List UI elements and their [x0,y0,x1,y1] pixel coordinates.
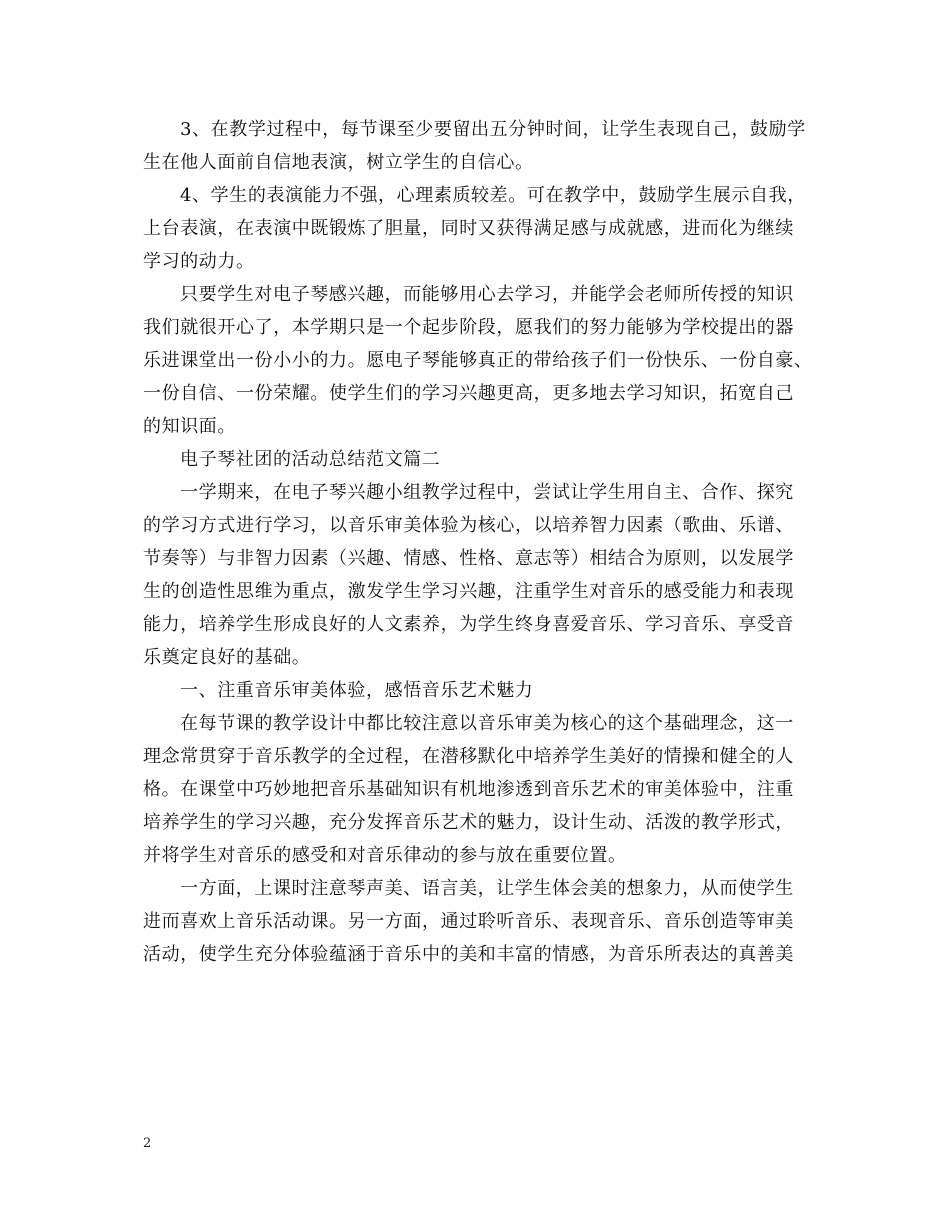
text-line: 学习的动力。 [143,251,255,272]
page-number: 2 [143,1136,152,1151]
document-body [143,113,813,971]
text-line: 的学习方式进行学习，以音乐审美体验为核心，以培养智力因素（歌曲、乐谱、 [143,515,794,536]
text-line: 只要学生对电子琴感兴趣，而能够用心去学习，并能学会老师所传授的知识 [180,284,794,305]
text-line: 并将学生对音乐的感受和对音乐律动的参与放在重要位置。 [143,845,627,866]
text-line: 格。在课堂中巧妙地把音乐基础知识有机地渗透到音乐艺术的审美体验中，注重 [143,779,794,800]
text-line: 一、注重音乐审美体验，感悟音乐艺术魅力 [180,680,534,701]
section-heading [143,443,803,476]
text-line: 生在他人面前自信地表演，树立学生的自信心。 [143,152,534,173]
text-line: 上台表演，在表演中既锻炼了胆量，同时又获得满足感与成就感，进而化为继续 [143,218,794,239]
text-line: 我们就很开心了，本学期只是一个起步阶段，愿我们的努力能够为学校提出的器 [143,317,794,338]
text-line: 的知识面。 [143,416,236,437]
text-line: 能力，培养学生形成良好的人文素养，为学生终身喜爱音乐、学习音乐、享受音 [143,614,794,635]
text-line: 3、在教学过程中，每节课至少要留出五分钟时间，让学生表现自己，鼓励学 [180,119,806,140]
paragraph-aesthetic [143,707,803,872]
paragraph-item-4 [143,179,806,278]
text-line: 节奏等）与非智力因素（兴趣、情感、性格、意志等）相结合为原则，以发展学 [143,548,794,569]
paragraph-conclusion [143,278,813,443]
paragraph-item-3 [143,113,806,179]
text-line: 活动，使学生充分体验蕴涵于音乐中的美和丰富的情感，为音乐所表达的真善美 [143,944,794,965]
text-line: 电子琴社团的活动总结范文篇二 [180,449,441,470]
paragraph-methods [143,872,803,971]
subsection-heading [143,674,803,707]
text-line: 一方面，上课时注意琴声美、语言美，让学生体会美的想象力，从而使学生 [180,878,794,899]
text-line: 生的创造性思维为重点，激发学生学习兴趣，注重学生对音乐的感受能力和表现 [143,581,794,602]
paragraph-intro [143,476,803,674]
text-line: 理念常贯穿于音乐教学的全过程，在潜移默化中培养学生美好的情操和健全的人 [143,746,794,767]
text-line: 一学期来，在电子琴兴趣小组教学过程中，尝试让学生用自主、合作、探究 [180,482,794,503]
text-line: 在每节课的教学设计中都比较注意以音乐审美为核心的这个基础理念，这一 [180,713,794,734]
text-line: 培养学生的学习兴趣，充分发挥音乐艺术的魅力，设计生动、活泼的教学形式， [143,812,794,833]
text-line: 乐进课堂出一份小小的力。愿电子琴能够真正的带给孩子们一份快乐、一份自豪、 [143,350,813,371]
text-line: 进而喜欢上音乐活动课。另一方面，通过聆听音乐、表现音乐、音乐创造等审美 [143,911,794,932]
text-line: 乐奠定良好的基础。 [143,647,311,668]
text-line: 一份自信、一份荣耀。使学生们的学习兴趣更高，更多地去学习知识，拓宽自己 [143,383,794,404]
text-line: 4、学生的表演能力不强，心理素质较差。可在教学中，鼓励学生展示自我， [180,185,806,206]
